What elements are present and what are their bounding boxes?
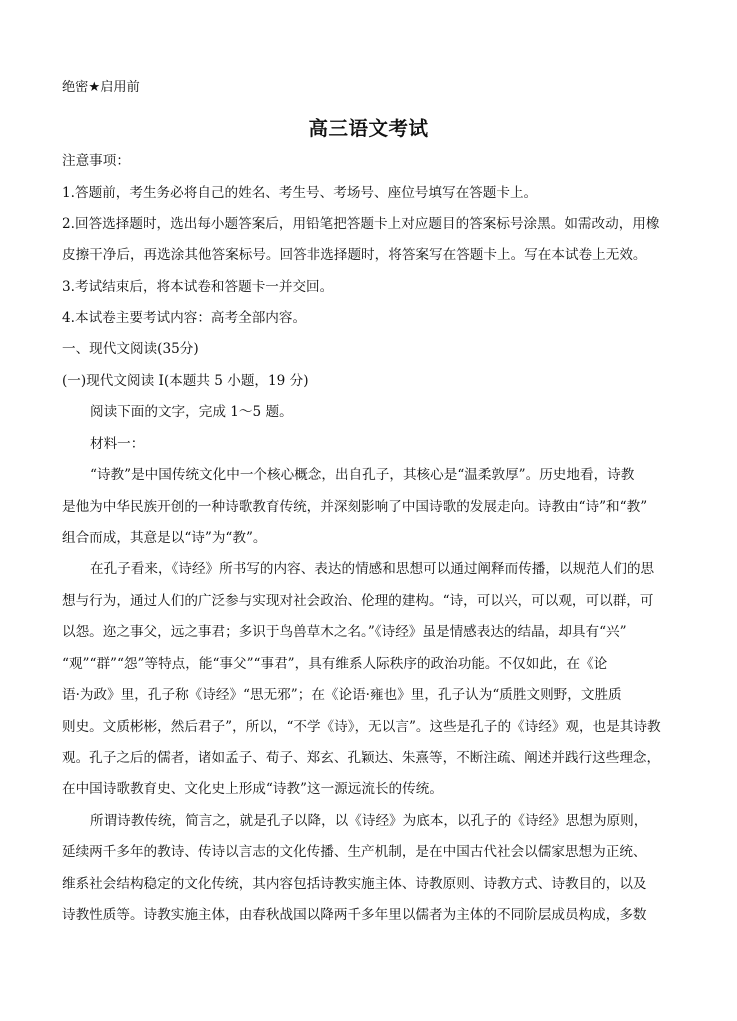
confidential-label: 绝密★启用前 — [62, 80, 140, 95]
note-item-1: 1.答题前，考生务必将自己的姓名、考生号、考场号、座位号填写在答题卡上。 — [62, 185, 538, 201]
section-heading: 一、现代文阅读(35分) — [62, 341, 199, 357]
passage-line: 观。孔子之后的儒者，诸如孟子、荀子、郑玄、孔颖达、朱熹等，不断注疏、阐述并践行这些理念， — [62, 750, 661, 766]
exam-title: 高三语文考试 — [308, 117, 429, 140]
passage-line: 所谓诗教传统，简言之，就是孔子以降，以《诗经》为底本，以孔子的《诗经》思想为原则， — [90, 813, 648, 829]
passage-line: 组合而成，其意是以“诗”为“教”。 — [62, 530, 267, 546]
passage-line: 想与行为，通过人们的广泛参与实现对社会政治、伦理的建构。“诗，可以兴，可以观，可以群，可 — [62, 593, 654, 609]
passage-line: 以怨。迩之事父，远之事君；多识于鸟兽草木之名。”《诗经》虽是情感表达的结晶，却具有“兴” — [62, 624, 627, 640]
passage-line: 则史。文质彬彬，然后君子”，所以，“不学《诗》，无以言”。这些是孔子的《诗经》观，也是其诗教 — [62, 719, 661, 735]
passage-line: “观”“群”“怨”等特点，能“事父”“事君”，具有维系人际秩序的政治功能。不仅如此，在《论 — [62, 656, 608, 672]
passage-line: 语·为政》里，孔子称《诗经》“思无邪”；在《论语·雍也》里，孔子认为“质胜文则野，文胜质 — [62, 687, 622, 703]
material-label: 材料一： — [90, 436, 145, 452]
section-subheading: (一)现代文阅读 I(本题共 5 小题，19 分) — [62, 373, 309, 389]
reading-instruction: 阅读下面的文字，完成 1～5 题。 — [90, 404, 293, 420]
passage-line: 延续两千多年的教诗、传诗以言志的文化传播、生产机制，是在中国古代社会以儒家思想为正统、 — [62, 844, 647, 860]
note-item-3: 3.考试结束后，将本试卷和答题卡一并交回。 — [62, 279, 334, 295]
passage-line: “诗教”是中国传统文化中一个核心概念，出自孔子，其核心是“温柔敦厚”。历史地看，诗教 — [90, 467, 635, 483]
passage-line: 在中国诗歌教育史、文化史上形成“诗教”这一源远流长的传统。 — [62, 781, 443, 797]
note-item-2-line-1: 2.回答选择题时，选出每小题答案后，用铅笔把答题卡上对应题目的答案标号涂黑。如需改动，用橡 — [62, 216, 660, 232]
passage-line: 是他为中华民族开创的一种诗歌教育传统，并深刻影响了中国诗歌的发展走向。诗教由“诗”和“教” — [62, 499, 648, 515]
notes-heading: 注意事项： — [62, 153, 130, 169]
note-item-2-line-2: 皮擦干净后，再选涂其他答案标号。回答非选择题时，将答案写在答题卡上。写在本试卷上无效。 — [62, 247, 647, 263]
note-item-4: 4.本试卷主要考试内容：高考全部内容。 — [62, 310, 307, 326]
passage-line: 维系社会结构稳定的文化传统，其内容包括诗教实施主体、诗教原则、诗教方式、诗教目的，以及 — [62, 876, 647, 892]
passage-line: 在孔子看来，《诗经》所书写的内容、表达的情感和思想可以通过阐释而传播，以规范人们的思 — [90, 561, 655, 577]
passage-line: 诗教性质等。诗教实施主体，由春秋战国以降两千多年里以儒者为主体的不同阶层成员构成，多数 — [62, 907, 647, 923]
